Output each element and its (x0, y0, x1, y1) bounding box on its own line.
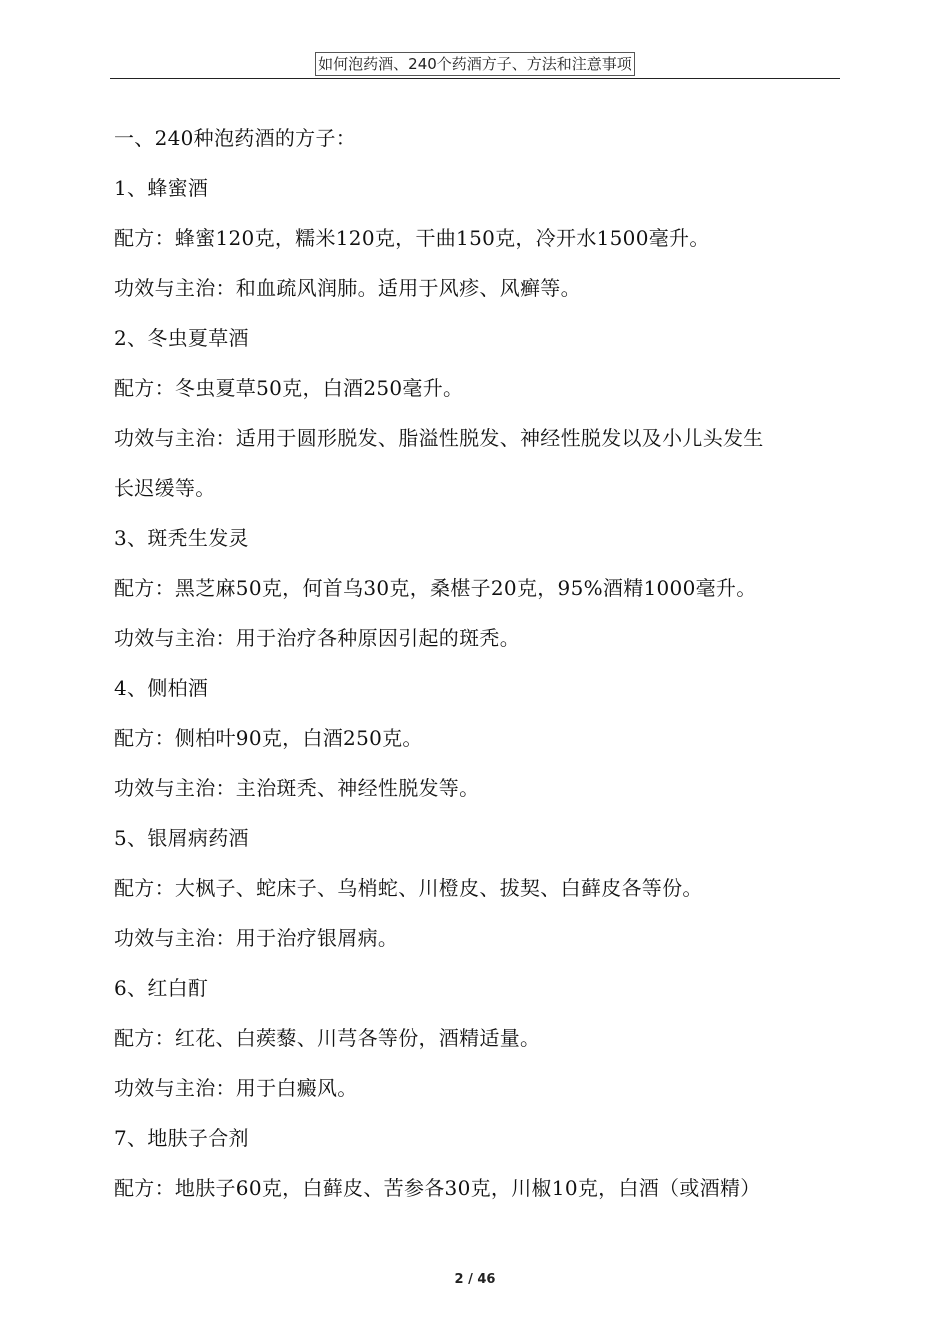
recipe-title: 1、蜂蜜酒 (114, 176, 209, 200)
recipe-title: 3、斑秃生发灵 (114, 526, 249, 550)
recipe-effect: 功效与主治：用于治疗各种原因引起的斑秃。 (114, 626, 520, 650)
recipe-formula: 配方：蜂蜜120克，糯米120克，干曲150克，冷开水1500毫升。 (114, 226, 710, 250)
recipe-title: 2、冬虫夏草酒 (114, 326, 249, 350)
recipe-effect: 功效与主治：适用于圆形脱发、脂溢性脱发、神经性脱发以及小儿头发生 (114, 426, 764, 450)
recipe-effect: 功效与主治：用于白癜风。 (114, 1076, 358, 1100)
document-body (114, 113, 840, 1213)
page-header (110, 52, 840, 79)
recipe-effect: 功效与主治：用于治疗银屑病。 (114, 926, 399, 950)
recipe-formula: 配方：冬虫夏草50克，白酒250毫升。 (114, 376, 464, 400)
recipe-formula: 配方：地肤子60克，白藓皮、苦参各30克，川椒10克，白酒（或酒精） (114, 1176, 761, 1200)
recipe-title: 5、银屑病药酒 (114, 826, 249, 850)
page-number: 2 / 46 (454, 1272, 496, 1287)
recipe-title: 4、侧柏酒 (114, 676, 209, 700)
recipe-formula: 配方：红花、白蒺藜、川芎各等份，酒精适量。 (114, 1026, 541, 1050)
section-heading: 一、240种泡药酒的方子： (114, 126, 357, 150)
recipe-effect-continued: 长迟缓等。 (114, 476, 216, 500)
recipe-title: 7、地肤子合剂 (114, 1126, 249, 1150)
recipe-formula: 配方：大枫子、蛇床子、乌梢蛇、川橙皮、拔契、白藓皮各等份。 (114, 876, 703, 900)
recipe-effect: 功效与主治：和血疏风润肺。适用于风疹、风癣等。 (114, 276, 581, 300)
recipe-formula: 配方：侧柏叶90克，白酒250克。 (114, 726, 423, 750)
recipe-formula: 配方：黑芝麻50克，何首乌30克，桑椹子20克，95%酒精1000毫升。 (114, 576, 757, 600)
document-title: 如何泡药酒、240个药酒方子、方法和注意事项 (315, 52, 635, 76)
recipe-effect: 功效与主治：主治斑秃、神经性脱发等。 (114, 776, 480, 800)
recipe-title: 6、红白酊 (114, 976, 209, 1000)
